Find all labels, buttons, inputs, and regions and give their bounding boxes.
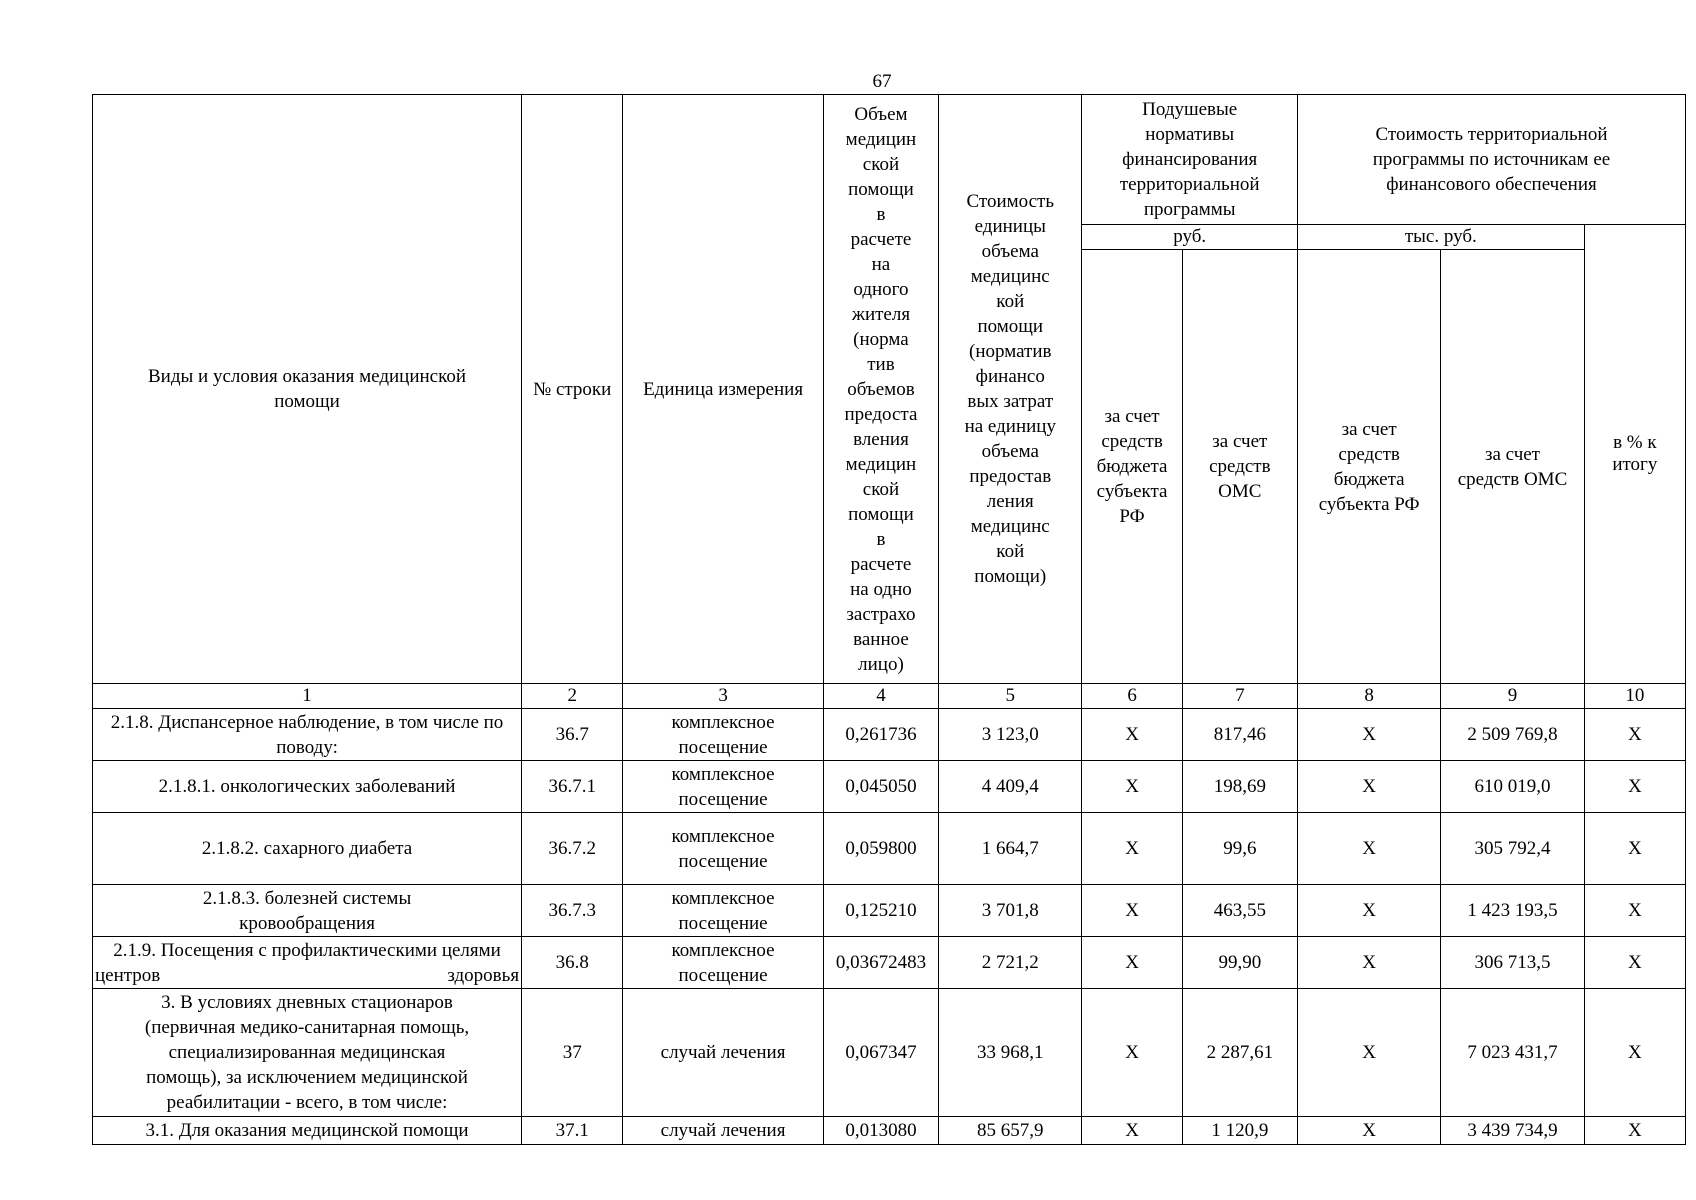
page-number: 67 xyxy=(872,71,892,92)
row-cost-budget: Х xyxy=(1297,885,1440,937)
row-service-name: 2.1.8. Диспансерное наблюдение, в том числе по поводу: xyxy=(93,709,522,761)
row-percent: Х xyxy=(1584,989,1685,1117)
row-unit: случай лечения xyxy=(623,1117,824,1145)
row-per-capita-oms: 99,90 xyxy=(1182,937,1297,989)
column-number: 6 xyxy=(1082,684,1182,709)
header-volume: Объем медицин ской помощи в расчете на одного жителя (норма тив объемов предоста вления медицин ской помощи в расчете на одно застрахо ванное лицо) xyxy=(823,95,938,684)
row-unit-cost: 1 664,7 xyxy=(939,813,1082,885)
row-percent: Х xyxy=(1584,709,1685,761)
row-service-name: 3. В условиях дневных стационаров (первичная медико-санитарная помощь, специализированная медицинская помощь), за исключением медицинской реабилитации - всего, в том числе: xyxy=(93,989,522,1117)
row-per-capita-budget: Х xyxy=(1082,989,1182,1117)
row-per-capita-budget: Х xyxy=(1082,885,1182,937)
column-number: 10 xyxy=(1584,684,1685,709)
row-per-capita-oms: 99,6 xyxy=(1182,813,1297,885)
row-unit-cost: 2 721,2 xyxy=(939,937,1082,989)
header-per-capita-group: Подушевые нормативы финансирования территориальной программы xyxy=(1082,95,1298,225)
row-line-number: 37 xyxy=(522,989,623,1117)
header-program-cost-group: Стоимость территориальной программы по источникам ее финансового обеспечения xyxy=(1297,95,1685,225)
row-per-capita-budget: Х xyxy=(1082,709,1182,761)
row-cost-oms: 1 423 193,5 xyxy=(1441,885,1584,937)
row-unit: комплексное посещение xyxy=(623,937,824,989)
row-cost-budget: Х xyxy=(1297,813,1440,885)
row-service-name: 2.1.9. Посещения с профилактическими целями центров здоровья xyxy=(93,937,522,989)
row-line-number: 36.7 xyxy=(522,709,623,761)
row-volume: 0,03672483 xyxy=(823,937,938,989)
row-cost-oms: 2 509 769,8 xyxy=(1441,709,1584,761)
table-row xyxy=(93,1117,1686,1145)
row-per-capita-oms: 198,69 xyxy=(1182,761,1297,813)
row-unit-cost: 33 968,1 xyxy=(939,989,1082,1117)
header-unit: Единица измерения xyxy=(623,95,824,684)
row-cost-oms: 306 713,5 xyxy=(1441,937,1584,989)
row-line-number: 37.1 xyxy=(522,1117,623,1145)
table-row xyxy=(93,761,1686,813)
row-unit-cost: 85 657,9 xyxy=(939,1117,1082,1145)
column-number: 9 xyxy=(1441,684,1584,709)
column-number: 5 xyxy=(939,684,1082,709)
row-cost-budget: Х xyxy=(1297,709,1440,761)
row-unit: комплексное посещение xyxy=(623,709,824,761)
header-cost-budget: за счет средств бюджета субъекта РФ xyxy=(1297,250,1440,684)
row-percent: Х xyxy=(1584,937,1685,989)
row-cost-budget: Х xyxy=(1297,1117,1440,1145)
table-row xyxy=(93,813,1686,885)
column-number: 8 xyxy=(1297,684,1440,709)
row-per-capita-budget: Х xyxy=(1082,937,1182,989)
table-row xyxy=(93,709,1686,761)
row-unit-cost: 4 409,4 xyxy=(939,761,1082,813)
row-per-capita-oms: 463,55 xyxy=(1182,885,1297,937)
row-service-name: 3.1. Для оказания медицинской помощи xyxy=(93,1117,522,1145)
row-percent: Х xyxy=(1584,1117,1685,1145)
row-volume: 0,045050 xyxy=(823,761,938,813)
table-row xyxy=(93,937,1686,989)
row-percent: Х xyxy=(1584,761,1685,813)
row-service-name: 2.1.8.2. сахарного диабета xyxy=(93,813,522,885)
row-service-name: 2.1.8.3. болезней системы кровообращения xyxy=(93,885,522,937)
row-line-number: 36.7.1 xyxy=(522,761,623,813)
row-percent: Х xyxy=(1584,885,1685,937)
row-cost-oms: 610 019,0 xyxy=(1441,761,1584,813)
row-percent: Х xyxy=(1584,813,1685,885)
row-per-capita-oms: 2 287,61 xyxy=(1182,989,1297,1117)
program-cost-table xyxy=(92,94,1686,1145)
row-per-capita-budget: Х xyxy=(1082,813,1182,885)
header-service-type: Виды и условия оказания медицинской помощи xyxy=(93,95,522,684)
header-unit-cost: Стоимость единицы объема медицинс кой помощи (норматив финансо вых затрат на единицу объема предостав ления медицинс кой помощи) xyxy=(939,95,1082,684)
header-per-capita-oms: за счет средств ОМС xyxy=(1182,250,1297,684)
row-cost-oms: 305 792,4 xyxy=(1441,813,1584,885)
row-line-number: 36.7.2 xyxy=(522,813,623,885)
table-row xyxy=(93,989,1686,1117)
row-volume: 0,067347 xyxy=(823,989,938,1117)
row-line-number: 36.7.3 xyxy=(522,885,623,937)
row-cost-oms: 3 439 734,9 xyxy=(1441,1117,1584,1145)
row-unit: комплексное посещение xyxy=(623,761,824,813)
row-line-number: 36.8 xyxy=(522,937,623,989)
column-number: 1 xyxy=(93,684,522,709)
column-number: 4 xyxy=(823,684,938,709)
row-cost-budget: Х xyxy=(1297,937,1440,989)
row-unit: случай лечения xyxy=(623,989,824,1117)
row-per-capita-budget: Х xyxy=(1082,761,1182,813)
row-unit: комплексное посещение xyxy=(623,813,824,885)
row-unit-cost: 3 123,0 xyxy=(939,709,1082,761)
header-unit-rub: руб. xyxy=(1082,225,1298,250)
header-cost-oms: за счет средств ОМС xyxy=(1441,250,1584,684)
column-number-row xyxy=(93,684,1686,709)
row-per-capita-oms: 817,46 xyxy=(1182,709,1297,761)
header-unit-thousand-rub: тыс. руб. xyxy=(1297,225,1584,250)
row-volume: 0,013080 xyxy=(823,1117,938,1145)
row-cost-budget: Х xyxy=(1297,761,1440,813)
header-per-capita-budget: за счет средств бюджета субъекта РФ xyxy=(1082,250,1182,684)
column-number: 7 xyxy=(1182,684,1297,709)
row-unit: комплексное посещение xyxy=(623,885,824,937)
row-volume: 0,059800 xyxy=(823,813,938,885)
row-cost-budget: Х xyxy=(1297,989,1440,1117)
column-number: 2 xyxy=(522,684,623,709)
row-service-name: 2.1.8.1. онкологических заболеваний xyxy=(93,761,522,813)
row-unit-cost: 3 701,8 xyxy=(939,885,1082,937)
row-cost-oms: 7 023 431,7 xyxy=(1441,989,1584,1117)
row-per-capita-oms: 1 120,9 xyxy=(1182,1117,1297,1145)
row-volume: 0,125210 xyxy=(823,885,938,937)
row-volume: 0,261736 xyxy=(823,709,938,761)
column-number: 3 xyxy=(623,684,824,709)
header-percent-total: в % к итогу xyxy=(1584,225,1685,684)
row-per-capita-budget: Х xyxy=(1082,1117,1182,1145)
table-row xyxy=(93,885,1686,937)
header-line-number: № строки xyxy=(522,95,623,684)
